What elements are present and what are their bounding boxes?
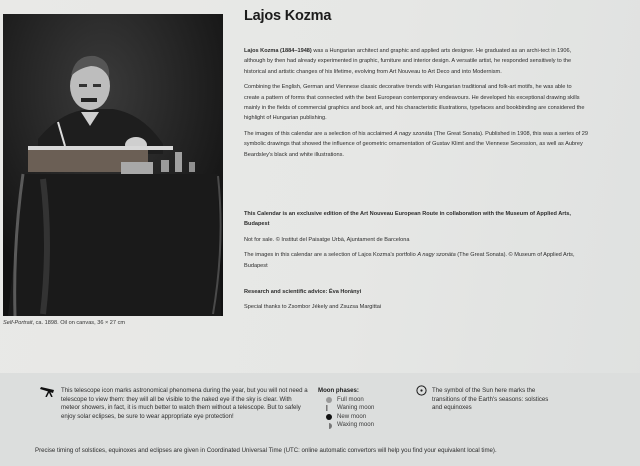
images-text: The images in this calendar are a selection of Lajos Kozma's portfolio [244, 252, 418, 259]
images-text: (The Great Sonata). © Museum of Applied Arts, Budapest [244, 252, 575, 269]
work-title: A nagy szonáta [393, 130, 433, 137]
sun-legend-text: The symbol of the Sun here marks the transitions of the Earth's seasons: solstices and equinoxes [432, 387, 549, 412]
moon-phase-label: Full moon [337, 395, 364, 403]
photo-caption [3, 320, 125, 326]
caption-details: , ca. 1898. Oil on canvas, 36 × 27 cm [32, 320, 126, 326]
full-moon-icon [326, 397, 332, 403]
moon-phase-label: Waxing moon [337, 421, 375, 429]
bio-paragraph-3 [244, 129, 588, 160]
utc-footnote: Precise timing of solstices, equinoxes and eclipses are given in Coordinated Universal Time (UTC: online automatic convertors will help you find your equivalent local time). [35, 447, 497, 454]
legend-band [0, 373, 640, 466]
moon-phase-waxing [318, 421, 374, 430]
telescope-legend-text: This telescope icon marks astronomical phenomena during the year, but you will not need a telescope to view them: they will all be visible to the naked eye if the sky is clear. With meteor showers, in fact, it is much better to watch them without a telescope. But to safely enjoy solar eclipses, be sure to wear appropriate eye protection! [61, 387, 308, 420]
moon-phase-new [318, 413, 374, 422]
bio-text: The images of this calendar are a selection of his acclaimed [244, 130, 394, 137]
bio-paragraph-1 [244, 46, 588, 77]
moon-phase-waning [318, 404, 374, 413]
waxing-moon-icon [329, 423, 332, 429]
sun-icon [416, 385, 427, 396]
bio-paragraph-2: Combining the English, German and Viennese classic decorative trends with Hungarian traditional and folk-art motifs, he was able to create a pattern of forms that connected with the best European contemporary endeavours. He developed his exceptional drawing skills mainly in the fields of commercial graphics and book art, and his characteristic illustrations, typefaces and bookbinding are considered the highlight of Hungarian publishing. [244, 84, 585, 122]
research-text: Research and scientific advice: Éva Horányi [244, 289, 362, 296]
bio-text: (The Great Sonata). Published in 1908, this was a series of 29 symbolic drawings that showed the influence of geometric ornamentation of Gustav Klimt and the Viennese Secession, as well as Aubrey Beardsley's black and white illustrations. [244, 130, 589, 158]
page-title: Lajos Kozma [244, 8, 332, 24]
thanks-credit: Special thanks to Zsombor Jékely and Zsuzsa Margittai [244, 304, 382, 311]
not-for-sale-note: Not for sale. © Institut del Paisatge Urbà, Ajuntament de Barcelona [244, 236, 410, 243]
moon-phase-full [318, 396, 374, 405]
moon-phase-label: Waning moon [337, 404, 375, 412]
edition-note [244, 209, 588, 230]
moon-phases-title: Moon phases: [318, 387, 359, 394]
work-title: A nagy szonáta [417, 252, 456, 259]
self-portrait-photo [3, 14, 223, 316]
portrait-image [3, 14, 223, 316]
edition-text: This Calendar is an exclusive edition of the Art Nouveau European Route in collaboration with the Museum of Applied Arts, Budapest [244, 211, 571, 228]
research-credit [244, 287, 588, 297]
biography [244, 46, 588, 165]
bio-text: was a Hungarian architect and graphic and applied arts designer. He graduated as an archi-tect in 1906, although by then had already experimented in graphic, furniture and interior design. A versatile artist, he responded sensitively to the historical and artistic changes of his lifetime, evolving from Art Nouveau to Art Deco and into Modernism. [244, 48, 572, 75]
new-moon-icon [326, 414, 332, 420]
images-note [244, 250, 588, 271]
telescope-icon [40, 385, 58, 397]
caption-title: Self-Portrait [3, 320, 33, 326]
credits [244, 209, 588, 318]
moon-phase-label: New moon [337, 412, 367, 420]
moon-phases-legend [318, 387, 374, 430]
waning-moon-icon [326, 405, 329, 411]
bio-name-dates: Lajos Kozma (1884–1948) [244, 48, 312, 54]
